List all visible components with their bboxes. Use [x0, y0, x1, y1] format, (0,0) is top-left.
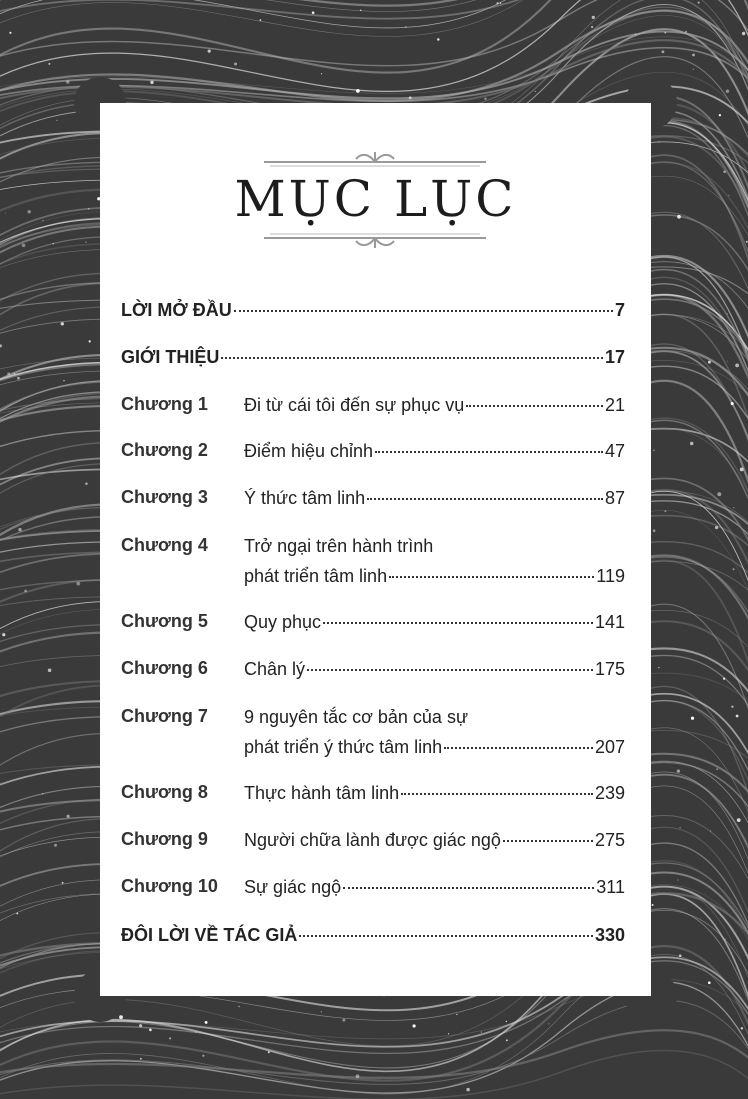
toc-page-number: 87	[604, 488, 625, 508]
toc-entry[interactable]	[121, 296, 625, 322]
chapter-label: Chương 3	[121, 487, 208, 507]
toc-entry[interactable]	[121, 437, 625, 463]
toc-entry[interactable]	[121, 826, 625, 852]
toc-page-number: 21	[604, 395, 625, 415]
ornament-top-icon	[264, 150, 486, 170]
title-block	[100, 150, 651, 260]
toc-page-number: 239	[594, 783, 625, 803]
chapter-label: Chương 9	[121, 829, 208, 849]
toc-entry[interactable]	[121, 343, 625, 369]
dot-leader	[503, 822, 593, 842]
dot-leader	[444, 729, 593, 749]
toc-entry[interactable]	[121, 779, 625, 805]
dot-leader	[367, 480, 603, 500]
dot-leader	[343, 869, 594, 889]
dot-leader	[299, 917, 593, 937]
toc-page-number: 17	[604, 347, 625, 367]
toc-entry[interactable]	[121, 391, 625, 417]
toc-entry[interactable]	[121, 921, 625, 947]
toc-page-number: 275	[594, 830, 625, 850]
dot-leader	[375, 433, 603, 453]
dot-leader	[307, 651, 593, 671]
dot-leader	[401, 775, 593, 795]
toc-page-number: 141	[594, 612, 625, 632]
toc-page-number: 175	[594, 659, 625, 679]
toc-entry-title: Thực hành tâm linh	[244, 783, 400, 803]
toc-entry-title: Người chữa lành được giác ngộ	[244, 830, 501, 850]
dot-leader	[389, 558, 594, 578]
toc-entry-title: Ý thức tâm linh	[244, 488, 366, 508]
toc-entry[interactable]	[121, 873, 625, 899]
chapter-label: Chương 2	[121, 440, 208, 460]
chapter-label: Chương 8	[121, 782, 208, 802]
chapter-label: Chương 4	[121, 535, 208, 555]
dot-leader	[234, 292, 613, 312]
chapter-label: Chương 6	[121, 658, 208, 678]
toc-entry-title: Sự giác ngộ	[244, 877, 342, 897]
dot-leader	[466, 387, 603, 407]
toc-entry[interactable]	[121, 608, 625, 634]
toc-page-number: 330	[594, 925, 625, 945]
toc-entry[interactable]	[121, 484, 625, 510]
toc-page-number: 207	[594, 737, 625, 757]
toc-entry-title: Điểm hiệu chỉnh	[244, 441, 374, 461]
toc-entry-title: LỜI MỞ ĐẦU	[121, 300, 232, 320]
chapter-label: Chương 10	[121, 876, 218, 896]
toc-entry[interactable]	[121, 655, 625, 681]
toc-entry-title-line1: Trở ngại trên hành trình	[244, 536, 434, 556]
toc-entry-title: phát triển tâm linh	[244, 566, 388, 586]
chapter-label: Chương 5	[121, 611, 208, 631]
toc-page-number: 311	[596, 877, 625, 897]
chapter-label: Chương 7	[121, 706, 208, 726]
toc-entry-title-line1: 9 nguyên tắc cơ bản của sự	[244, 707, 468, 727]
toc-entry-title: GIỚI THIỆU	[121, 347, 220, 367]
toc-entry-title: Quy phục	[244, 612, 322, 632]
dot-leader	[221, 339, 603, 359]
ornament-bottom-icon	[264, 230, 486, 250]
toc-entry-title: ĐÔI LỜI VỀ TÁC GIẢ	[121, 925, 298, 945]
page-title: MỤC LỤC	[234, 170, 517, 228]
chapter-label: Chương 1	[121, 394, 208, 414]
toc-entry-title: Đi từ cái tôi đến sự phục vụ	[244, 395, 465, 415]
dot-leader	[323, 604, 593, 624]
toc-entry-title: phát triển ý thức tâm linh	[244, 737, 443, 757]
toc-page-number: 47	[604, 441, 625, 461]
toc-entry-title: Chân lý	[244, 659, 306, 679]
toc-page-number: 7	[614, 300, 625, 320]
toc-page-number: 119	[596, 566, 625, 586]
